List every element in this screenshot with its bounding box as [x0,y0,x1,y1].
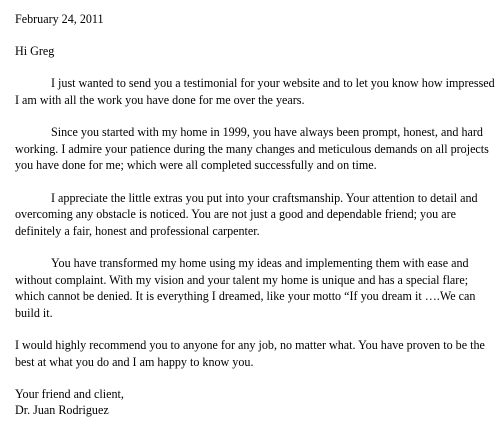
letter-paragraph-intro: I just wanted to send you a testimonial for your website and to let you know how impressed I am with all the work you have done for me over the years. [15,76,495,107]
letter-paragraph-craftsmanship: I appreciate the little extras you put into your craftsmanship. Your attention to detail and overcoming any obstacle is noticed. You are not just a good and dependable friend; you are definitely a fair, honest and professional carpenter. [15,190,478,238]
testimonial-letter [15,11,497,418]
letter-greeting: Hi Greg [15,44,55,58]
letter-signature: Dr. Juan Rodriguez [15,403,109,417]
letter-paragraph-transformation: You have transformed my home using my ideas and implementing them with ease and without complaint. With my vision and your talent my home is unique and has a special flare; which cannot be denied. It is everything I dreamed, like your motto “If you dream it ….We can build it. [15,256,476,320]
letter-closing: Your friend and client, [15,387,124,401]
letter-paragraph-history: Since you started with my home in 1999, you have always been prompt, honest, and hard working. I admire your patience during the many changes and meticulous demands on all projects you have done for me; which were all completed successfully and on time. [15,125,489,172]
letter-date: February 24, 2011 [15,12,104,26]
letter-paragraph-recommendation: I would highly recommend you to anyone for any job, no matter what. You have proven to be the best at what you do and I am happy to know you. [15,338,485,369]
